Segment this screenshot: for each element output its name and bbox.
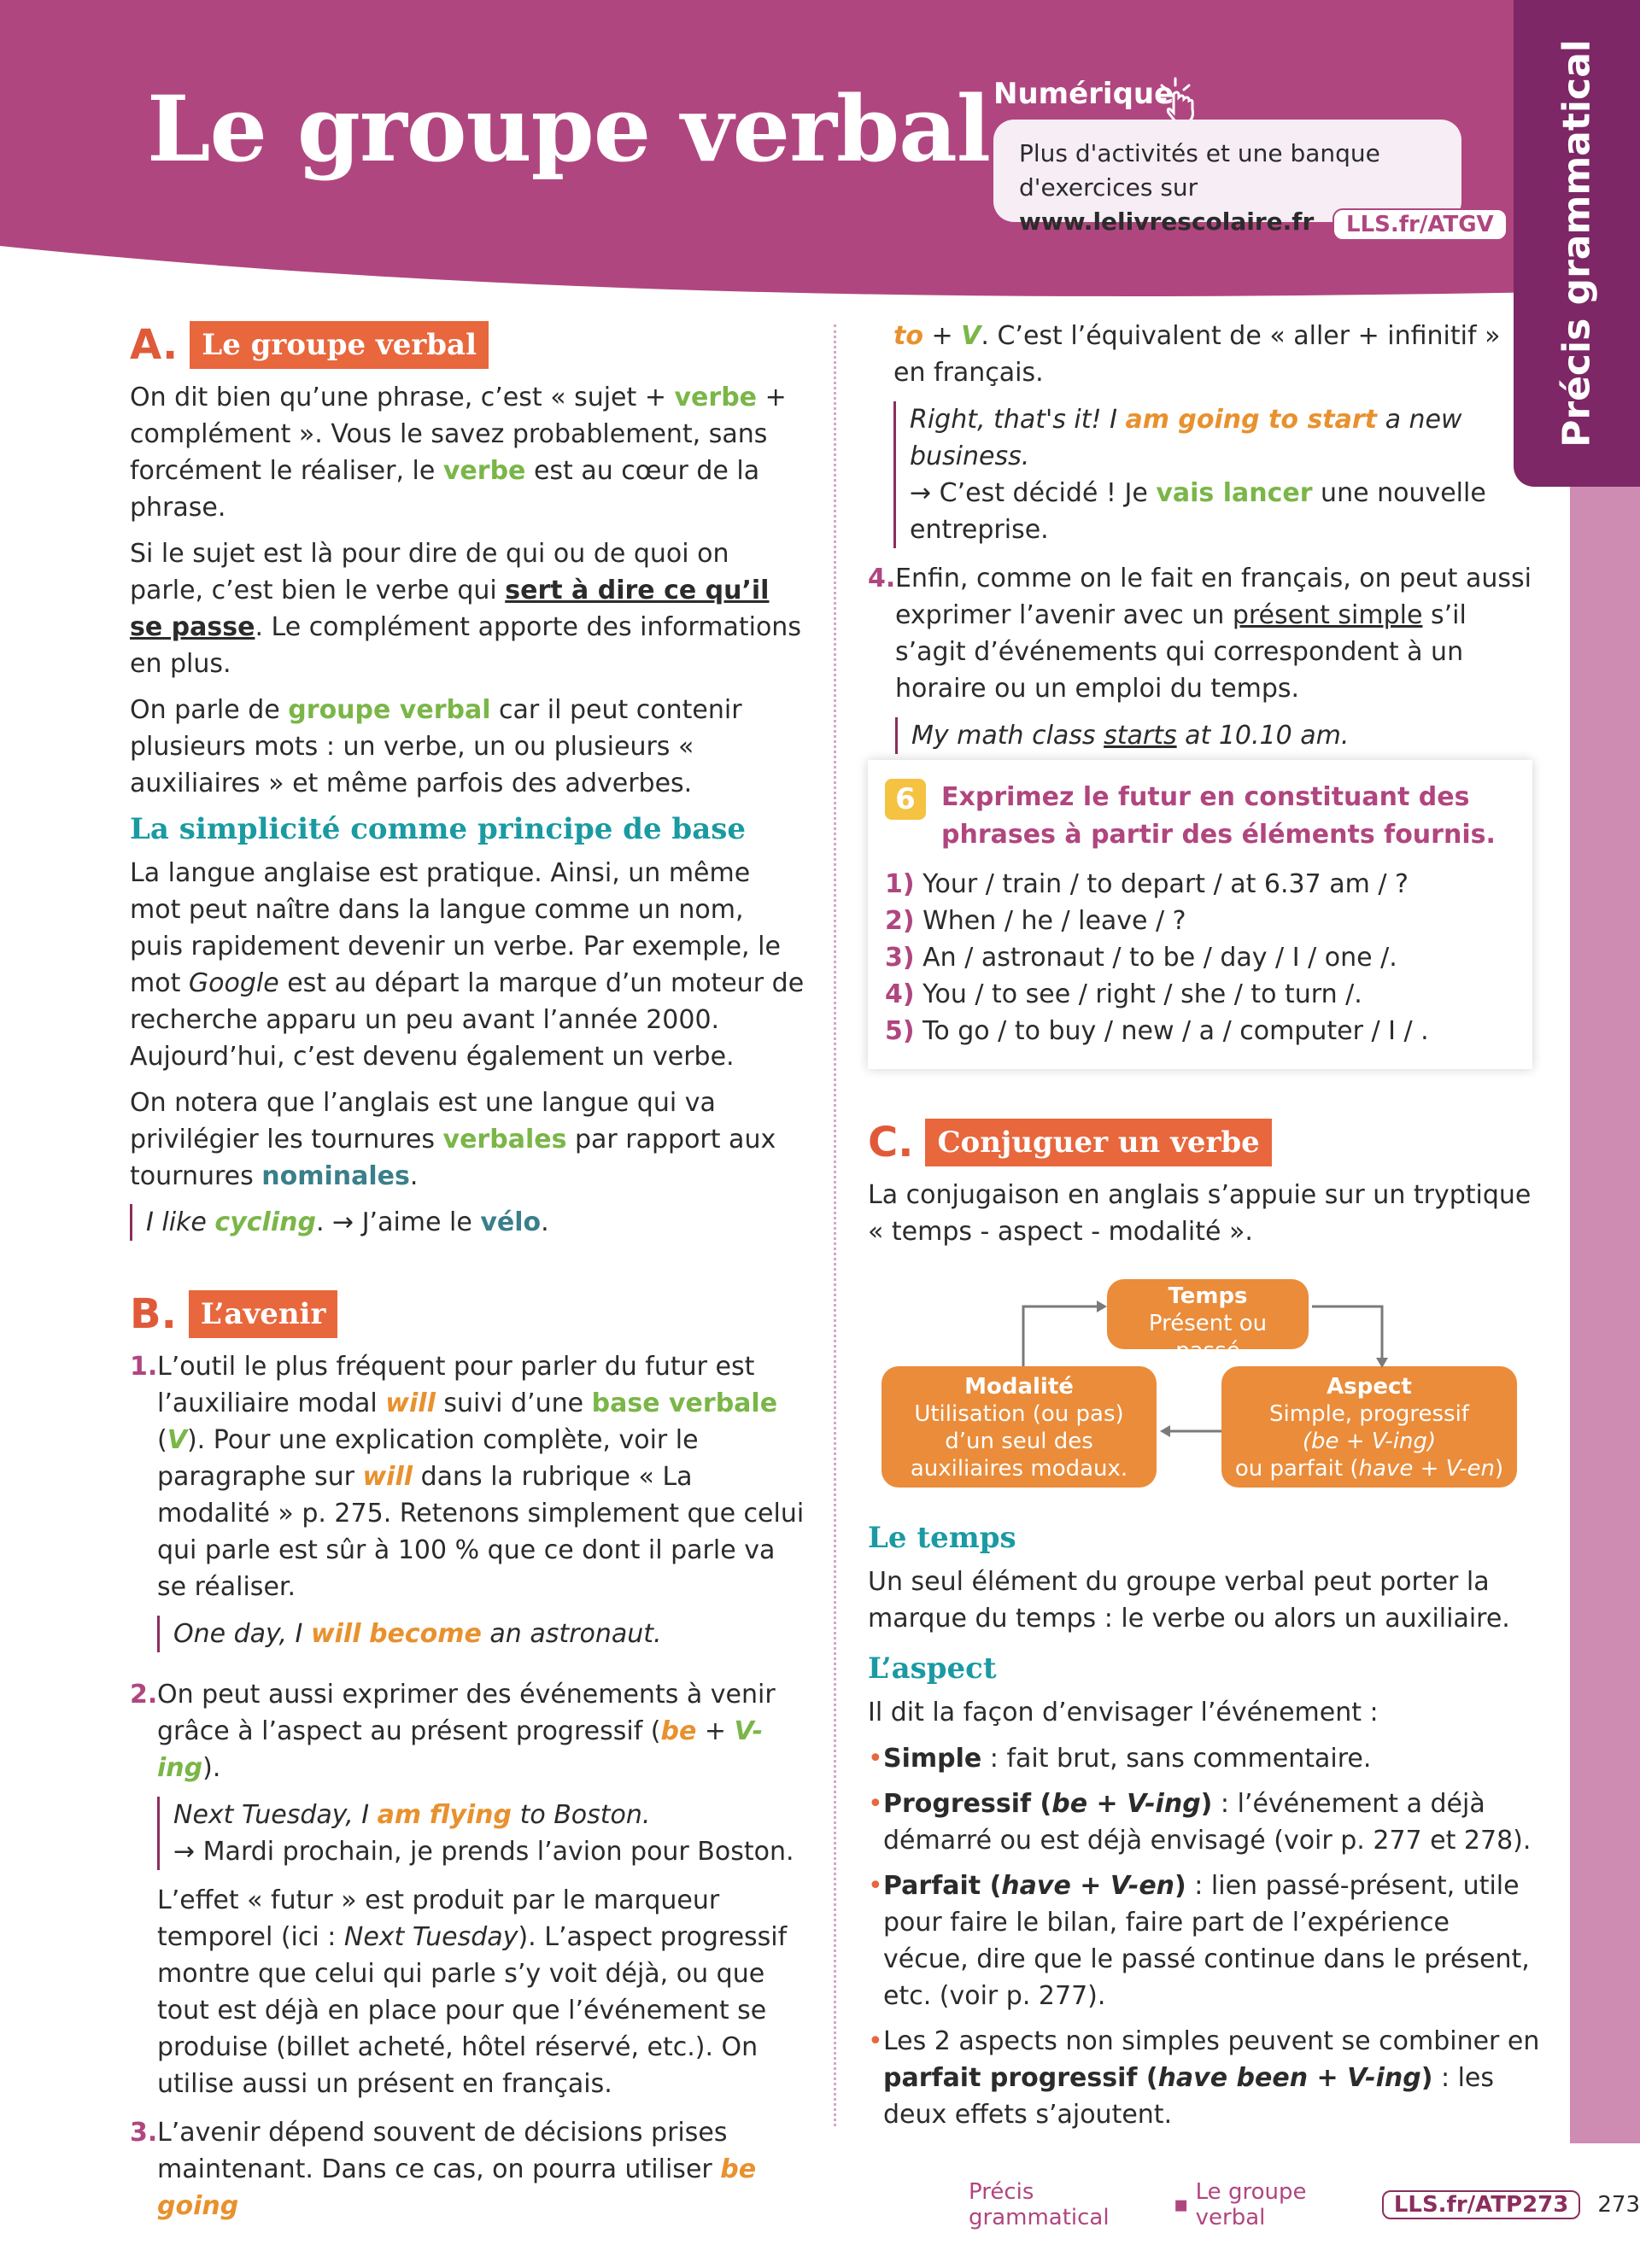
subheading: L’aspect [868,1651,997,1686]
numerique-text-2: d'exercices sur [1019,173,1198,202]
left-column [130,321,805,2236]
paragraph: Si le sujet est là pour dire de qui ou de quoi on parle, c’est bien le verbe qui sert à dire ce qu’il se passe. Le complément apporte des informations en plus. [130,539,801,679]
modalite-box: Modalité Utilisation (ou pas) d’un seul des auxiliaires modaux. [882,1366,1157,1488]
example: One day, I will become an astronaut. [157,1616,805,1652]
page-number: 273 [1597,2192,1640,2218]
exercise-title: Exprimez le futur en constituant des phrases à partir des éléments fournis. [941,782,1496,850]
footer-separator: ▪ [1166,2192,1196,2218]
numerique-label: Numérique [993,77,1174,111]
exercise-number: 6 [885,779,926,820]
footer-section: Précis grammatical [969,2179,1110,2230]
temps-box: Temps Présent ou passé [1107,1279,1309,1349]
exercise-item: 5) To go / to buy / new / a / computer / I / . [885,1016,1429,1046]
exercise-item: 4) You / to see / right / she / to turn /. [885,979,1362,1009]
page-title: Le groupe verbal [147,75,991,182]
paragraph: On notera que l’anglais est une langue qui va privilégier les tournures verbales par rapport aux tournures nominales. [130,1088,776,1191]
paragraph: La langue anglaise est pratique. Ainsi, un même mot peut naître dans la langue comme un nom, puis rapidement devenir un verbe. Par exemple, le mot Google est au départ la marque d’un moteur de recherche apparu un peu avant l’année 2000. Aujourd’hui, c’est devenu également un verbe. [130,858,805,1072]
paragraph: On parle de groupe verbal car il peut contenir plusieurs mots : un verbe, un ou plusieurs « auxiliaires » et même parfois des adverbes. [130,695,742,798]
section-b-letter: B. [130,1289,177,1338]
subheading: Le temps [868,1521,1016,1555]
bullet-item: • Parfait (have + V-en) : lien passé-présent, utile pour faire le bilan, faire part de l’expérience vécue, dire que le passé continue dans le présent, etc. (voir p. 277). [868,1871,1530,2011]
section-b-heading [130,1290,805,1338]
footer-link[interactable]: LLS.fr/ATP273 [1382,2190,1581,2219]
diagram-arrows [868,1272,1543,1503]
side-tab-label: Précis grammatical [1555,39,1599,447]
numerique-short-link[interactable]: LLS.fr/ATGV [1332,208,1508,241]
exercise-box [868,760,1532,1069]
bullet-item: • Progressif (be + V-ing) : l’événement a déjà démarré ou est déjà envisagé (voir p. 277 et 278). [868,1789,1532,1856]
section-a-letter: A. [130,320,179,369]
numerique-site-link[interactable]: www.lelivrescolaire.fr [1019,208,1315,236]
section-c [868,1119,1543,1260]
example: My math class starts at 10.10 am. [895,717,1534,754]
paragraph: Un seul élément du groupe verbal peut porter la marque du temps : le verbe ou alors un auxiliaire. [868,1567,1510,1634]
right-column: to + V. C’est l’équivalent de « aller + infinitif » en français. Right, that's it! I am going to start a new business. → C’est décidé ! Je vais lancer une nouvelle entreprise. 4. Enfin, comme on le fait en français, on peut aussi exprimer l’avenir avec un présent simple s’il s’agit d’événements qui correspondent à un horaire ou un emploi du temps. My math class starts at 10.10 am. [868,318,1534,778]
section-c-heading [868,1119,1543,1166]
section-c-text [868,1511,1543,2142]
paragraph: On dit bien qu’une phrase, c’est « sujet + verbe + complément ». Vous le savez probablement, sans forcément le réaliser, le verbe est au cœur de la phrase. [130,383,787,523]
list-item: 3. L’avenir dépend souvent de décisions prises maintenant. Dans ce cas, on pourra utiliser be going [130,2118,757,2221]
numerique-text-1: Plus d'activités et une banque [1019,139,1380,167]
exercise-item: 1) Your / train / to depart / at 6.37 am / ? [885,869,1409,899]
section-a-heading [130,321,805,369]
exercise-item: 3) An / astronaut / to be / day / I / one /. [885,943,1397,973]
column-divider [834,324,836,2126]
section-a-label: Le groupe verbal [190,321,489,369]
paragraph: La conjugaison en anglais s’appuie sur un tryptique « temps - aspect - modalité ». [868,1180,1532,1247]
bullet-item: • Les 2 aspects non simples peuvent se combiner en parfait progressif (have been + V-ing) : les deux effets s’ajoutent. [868,2026,1540,2130]
section-b-label: L’avenir [189,1290,338,1338]
list-item: 1. L’outil le plus fréquent pour parler du futur est l’auxiliaire modal will suivi d’une base verbale (V). Pour une explication complète, voir le paragraphe sur will dans la rubrique « La modalité » p. 275. Retenons simplement que celui qui parle est sûr à 100 % que ce dont il parle va se réaliser. One day, I will become an astronaut. [130,1348,805,1664]
paragraph: Il dit la façon d’envisager l’événement : [868,1698,1379,1727]
pointer-click-icon [1153,75,1204,126]
footer [969,2179,1640,2230]
example: Next Tuesday, I am flying to Boston. → Mardi prochain, je prends l’avion pour Boston. [157,1797,805,1870]
bullet-item: • Simple : fait brut, sans commentaire. [868,1744,1372,1774]
example: I like cycling. → J’aime le vélo. [130,1204,805,1241]
subheading: La simplicité comme principe de base [130,812,747,846]
exercise-item: 2) When / he / leave / ? [885,906,1186,936]
section-c-label: Conjuguer un verbe [925,1119,1271,1166]
list-item: 2. On peut aussi exprimer des événements à venir grâce à l’aspect au présent progressif (be + V-ing). Next Tuesday, I am flying to Boston. → Mardi prochain, je prends l’avion pour Boston. L’effet « futur » est produit par le marqueur temporel (ici : Next Tuesday). L’aspect progressif montre que celui qui parle s’y voit déjà, ou que tout est déjà en place pour que l’événement se produise (billet acheté, hôtel réservé, etc.). On utilise aussi un présent en français. [130,1676,805,2102]
section-c-letter: C. [868,1118,914,1166]
example: Right, that's it! I am going to start a new business. → C’est décidé ! Je vais lancer une nouvelle entreprise. [893,401,1534,548]
footer-chapter: Le groupe verbal [1195,2179,1307,2230]
conjugation-diagram [868,1272,1543,1503]
aspect-box: Aspect Simple, progressif (be + V-ing) ou parfait (have + V-en) [1221,1366,1517,1488]
side-strip [1570,487,1640,2143]
list-item: 4. Enfin, comme on le fait en français, on peut aussi exprimer l’avenir avec un présent simple s’il s’agit d’événements qui correspondent à un horaire ou un emploi du temps. My math class starts at 10.10 am. [868,560,1534,766]
